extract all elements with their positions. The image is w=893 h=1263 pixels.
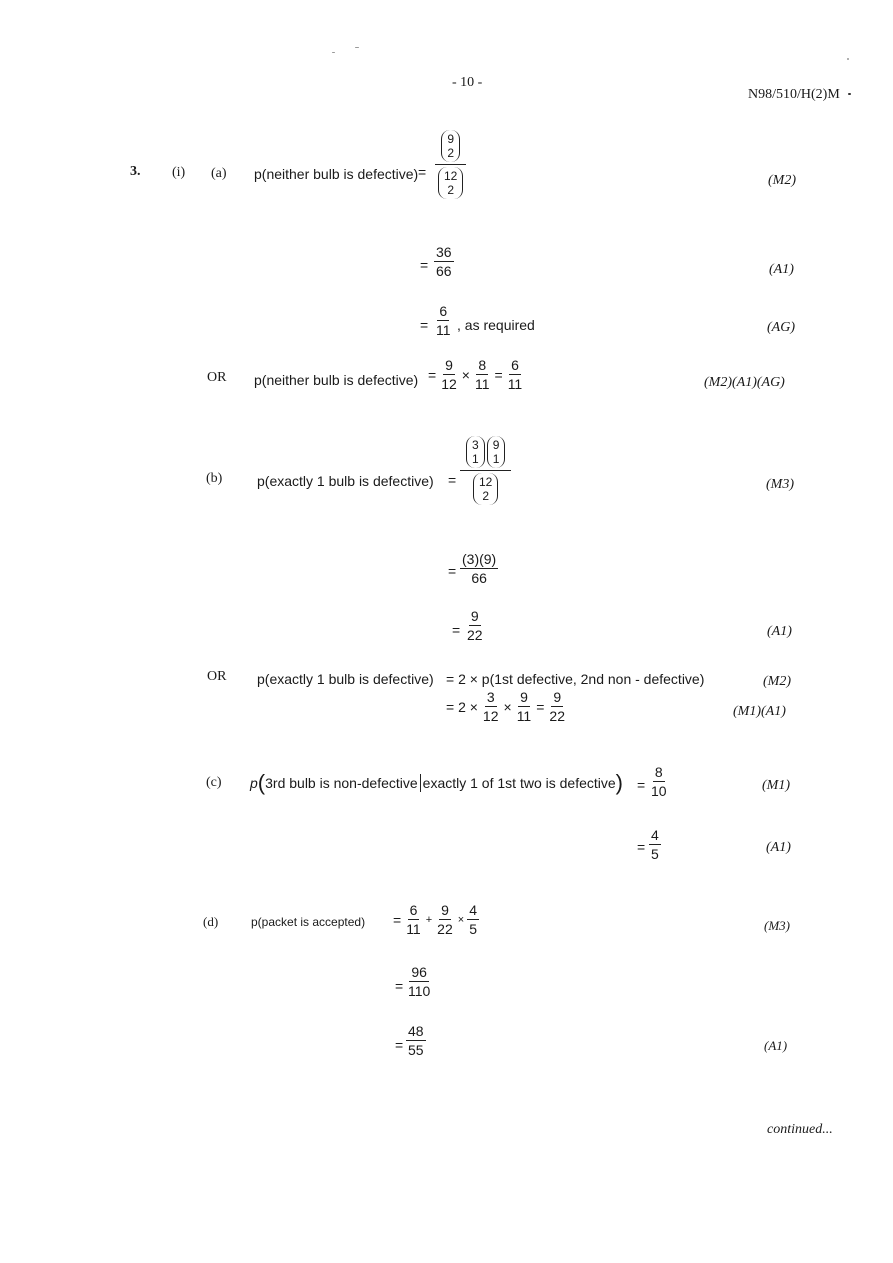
subpart-d-step2: $\frac{96}{110}$ (408, 964, 431, 999)
or-label: OR (207, 669, 227, 684)
subpart-d-expression: p(packet is accepted) (251, 915, 366, 929)
equals-sign: = (637, 777, 646, 793)
equals-sign: = (420, 257, 429, 273)
question-number: 3. (130, 164, 141, 179)
subpart-b-or-product: = 2 × $\frac{3}{12}$ × $\frac{9}{11}$ = $\frac{9}{22}$ (446, 689, 565, 724)
subpart-a-binomial-fraction (432, 130, 469, 199)
subpart-a-step2: $\frac{36}{66}$ (436, 244, 452, 279)
or-label: OR (207, 370, 227, 385)
subpart-d-label: (d) (203, 914, 219, 929)
mark-m2: (M2) (763, 674, 791, 689)
continued-note: continued... (767, 1122, 833, 1137)
equals-sign: = (420, 317, 429, 333)
subpart-d-sum: = $\frac{6}{11}$ + $\frac{9}{22}$ × $\frac{4}{5}$ (393, 902, 477, 937)
equals-sign: = (395, 1037, 404, 1053)
mark-a1: (A1) (766, 840, 791, 855)
as-required-note: , as required (457, 317, 535, 333)
mark-m2-a1-ag: (M2)(A1)(AG) (704, 375, 785, 390)
subpart-b-expression: p(exactly 1 bulb is defective) (257, 473, 434, 489)
mark-m2: (M2) (768, 173, 796, 188)
mark-a1: (A1) (769, 262, 794, 277)
mark-m1: (M1) (762, 778, 790, 793)
mark-ag: (AG) (767, 320, 795, 335)
subpart-c-expression: p ( 3rd bulb is non-defective exactly 1 of 1st two is defective ) (250, 770, 623, 795)
scan-speck (848, 93, 851, 95)
scan-speck (355, 47, 359, 48)
question-part: (i) (172, 165, 186, 180)
subpart-d-step3: $\frac{48}{55}$ (408, 1023, 424, 1058)
subpart-b-label: (b) (206, 471, 223, 486)
binomial-top-1: 3 1 (466, 436, 485, 468)
subpart-a-or-product: = $\frac{9}{12}$ × $\frac{8}{11}$ = $\frac{6}{11}$ (428, 357, 523, 392)
scan-speck (332, 52, 335, 53)
equals-sign: = (452, 622, 461, 638)
equals-sign: = (395, 978, 404, 994)
subpart-b-step3: $\frac{9}{22}$ (467, 608, 483, 643)
document-code: N98/510/H(2)M (748, 87, 840, 102)
page-number: - 10 - (452, 75, 483, 90)
subpart-b-or-rhs: = 2 × p(1st defective, 2nd non - defective) (446, 671, 705, 687)
subpart-c-step1: $\frac{8}{10}$ (651, 764, 667, 799)
subpart-b-or-expression: p(exactly 1 bulb is defective) (257, 671, 434, 687)
subpart-c-step2: $\frac{4}{5}$ (651, 827, 659, 862)
equals-sign: = (448, 563, 457, 579)
subpart-a-expression: p(neither bulb is defective) (254, 166, 419, 182)
binomial-top-2: 9 1 (487, 436, 506, 468)
mark-a1: (A1) (764, 1038, 788, 1053)
mark-a1: (A1) (767, 624, 792, 639)
equals-sign: = (637, 839, 646, 855)
mark-m3: (M3) (764, 918, 790, 933)
mark-m3: (M3) (766, 477, 794, 492)
binomial-bottom: 12 2 (473, 473, 498, 505)
equals-sign: = (418, 164, 427, 180)
subpart-b-step2: $\frac{(3)(9)}{66}$ (462, 551, 497, 586)
subpart-a-label: (a) (211, 166, 227, 181)
subpart-a-or-expression: p(neither bulb is defective) (254, 372, 419, 388)
subpart-c-label: (c) (206, 775, 222, 790)
subpart-b-binomial-fraction (460, 436, 511, 505)
mark-m1-a1: (M1)(A1) (733, 704, 786, 719)
subpart-a-step3: $\frac{6}{11}$ (436, 303, 451, 338)
equals-sign: = (448, 472, 457, 488)
binomial-top: 9 2 (441, 130, 460, 162)
binomial-bottom: 12 2 (438, 167, 463, 199)
scan-speck (847, 58, 849, 60)
